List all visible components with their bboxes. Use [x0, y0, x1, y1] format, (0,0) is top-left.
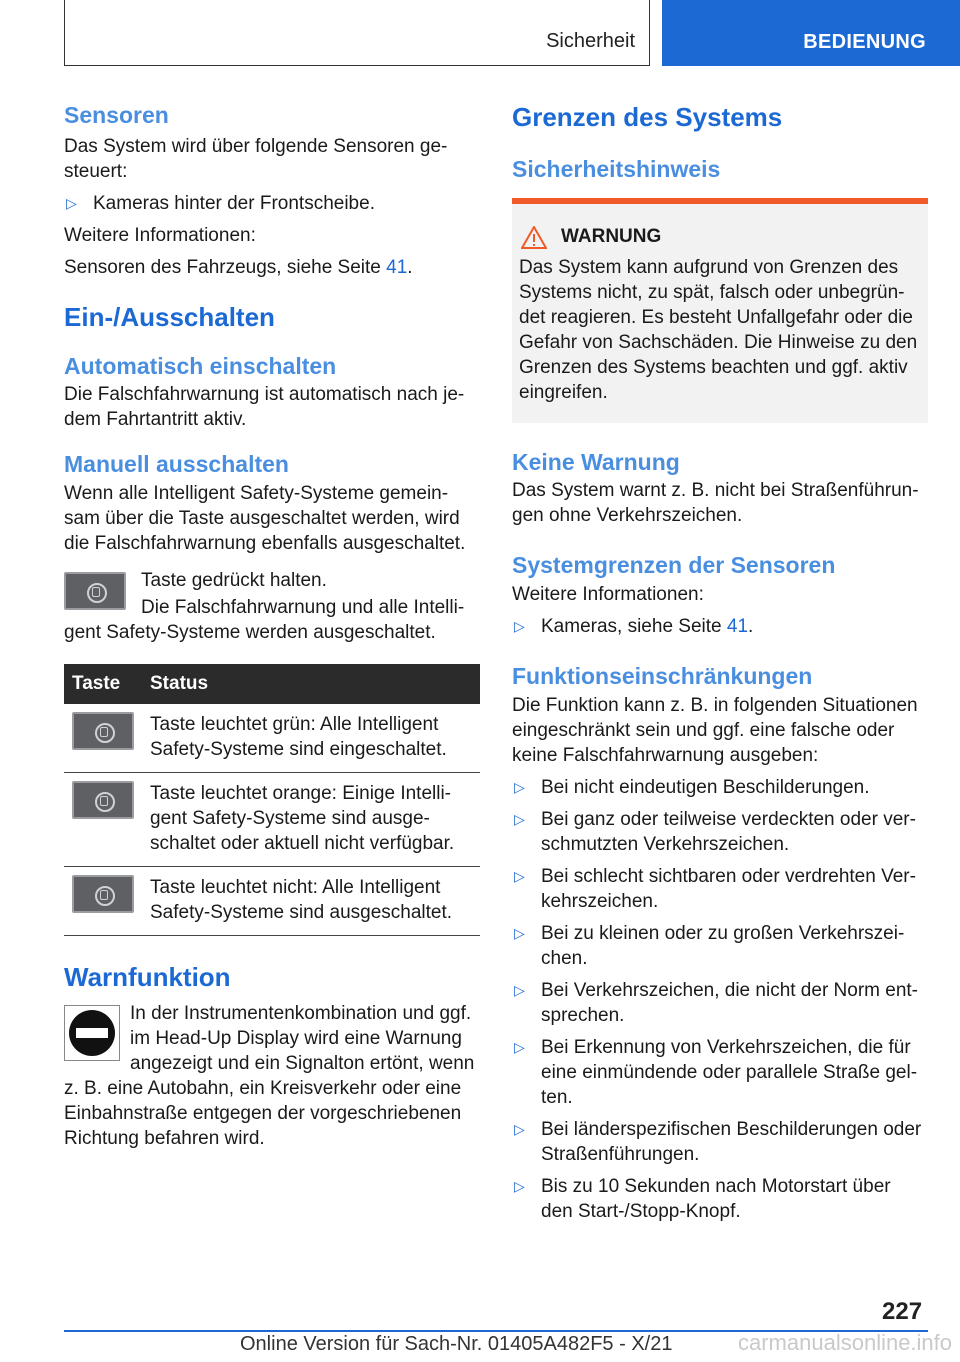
list-item: ▷ Bei ganz oder teilweise verdeckten oder ver- schmutzten Verkehrszeichen.	[514, 808, 916, 855]
list-item: ▷ Bei Verkehrszeichen, die nicht der Norm ent- sprechen.	[514, 979, 919, 1026]
triangle-bullet-icon: ▷	[514, 981, 525, 998]
safety-button-icon	[64, 572, 126, 610]
status-table	[64, 664, 480, 936]
footer-version-text: Online Version für Sach-Nr. 01405A482F5 - X/21	[240, 1333, 673, 1355]
list-item: ▷ Bei schlecht sichtbaren oder verdrehten Ver- kehrszeichen.	[514, 865, 916, 912]
sensoren-reference: Sensoren des Fahrzeugs, siehe Seite 41.	[64, 256, 413, 278]
table-row: Taste leuchtet orange: Einige Intelli- gent Safety-Systeme sind ausge- schaltet oder aktuell nicht verfügbar.	[64, 772, 480, 866]
list-item: ▷ Kameras hinter der Frontscheibe.	[66, 192, 375, 214]
sensoren-heading: Sensoren	[64, 102, 169, 128]
list-item: ▷ Bis zu 10 Sekunden nach Motorstart über den Start-/Stopp-Knopf.	[514, 1175, 891, 1222]
warning-text: Das System kann aufgrund von Grenzen des Systems nicht, zu spät, falsch oder unbegrün- det reagieren. Es besteht Unfallgefahr oder die Gefahr von Sachschäden. Die Hinweise zu den Grenzen des Systems beachten und ggf. aktiv eingreifen.	[519, 256, 918, 403]
warning-label: WARNUNG	[561, 226, 662, 248]
warning-triangle-icon	[521, 226, 547, 249]
systemgrenzen-heading: Systemgrenzen der Sensoren	[512, 552, 836, 579]
safety-button-green-icon	[72, 712, 134, 750]
list-item: ▷ Bei zu kleinen oder zu großen Verkehrszei- chen.	[514, 922, 905, 969]
taste-block: Taste gedrückt halten. Die Falschfahrwarnung und alle Intelli- gent Safety-Systeme werden ausgeschaltet.	[64, 569, 465, 643]
triangle-bullet-icon: ▷	[514, 1120, 525, 1137]
page-number: 227	[882, 1298, 923, 1325]
header-chapter-tab	[662, 0, 960, 66]
sensoren-text: Das System wird über folgende Sensoren ge- steuert:	[64, 135, 448, 182]
funktion-text: Die Funktion kann z. B. in folgenden Situationen eingeschränkt sein und ggf. eine falsche oder keine Falschfahrwarnung ausgeben:	[512, 694, 918, 766]
list-item: ▷ Bei nicht eindeutigen Beschilderungen.	[514, 776, 870, 798]
keine-warnung-heading: Keine Warnung	[512, 448, 680, 475]
warnfunktion-heading: Warnfunktion	[64, 961, 231, 992]
list-item: ▷ Kameras, siehe Seite 41.	[514, 615, 754, 637]
funktionseinschraenkungen-heading: Funktionseinschränkungen	[512, 662, 813, 689]
safety-button-off-icon	[72, 875, 134, 913]
list-item: ▷ Bei Erkennung von Verkehrszeichen, die für eine einmündende oder parallele Straße gel- ten.	[514, 1036, 918, 1108]
header-section-title: Sicherheit	[546, 30, 635, 52]
weitere-label: Weitere Informationen:	[64, 224, 256, 246]
triangle-bullet-icon: ▷	[514, 1038, 525, 1055]
list-item: ▷ Bei länderspezifischen Beschilderungen oder Straßenführungen.	[514, 1118, 922, 1165]
table-header-taste: Taste	[64, 664, 142, 704]
weitere-label-right: Weitere Informationen:	[512, 583, 704, 605]
triangle-bullet-icon: ▷	[514, 778, 525, 795]
ein-aus-heading: Ein-/Ausschalten	[64, 301, 275, 332]
triangle-bullet-icon: ▷	[514, 617, 525, 634]
keine-warnung-text: Das System warnt z. B. nicht bei Straßenführun- gen ohne Verkehrszeichen.	[512, 480, 919, 527]
table-row: Taste leuchtet grün: Alle Intelligent Safety-Systeme sind eingeschaltet.	[64, 704, 480, 773]
auto-heading: Automatisch einschalten	[64, 352, 337, 379]
triangle-bullet-icon: ▷	[514, 867, 525, 884]
page-link-41[interactable]: 41	[386, 256, 408, 278]
watermark-text: carmanualsonline.info	[738, 1330, 953, 1355]
warning-header	[519, 226, 921, 249]
warnfunktion-text: In der Instrumentenkombination und ggf. im Head-Up Display wird eine Warnung angezeigt und ein Signalton ertönt, wenn z. B. eine Autobahn, ein Kreisverkehr oder eine Einbahnstraße entgegen der vorgeschriebenen Richtung befahren wird.	[64, 1003, 475, 1150]
left-column	[64, 100, 480, 1151]
warning-box	[512, 198, 928, 423]
header-chapter-title: BEDIENUNG	[803, 31, 926, 53]
table-header-status: Status	[142, 664, 480, 704]
right-column	[512, 100, 928, 1224]
triangle-bullet-icon: ▷	[514, 924, 525, 941]
triangle-bullet-icon: ▷	[66, 194, 77, 211]
manuell-heading: Manuell ausschalten	[64, 451, 289, 478]
limitation-list	[512, 775, 928, 1224]
triangle-bullet-icon: ▷	[514, 810, 525, 827]
grenzen-heading: Grenzen des Systems	[512, 102, 783, 132]
triangle-bullet-icon: ▷	[514, 1177, 525, 1194]
manuell-text: Wenn alle Intelligent Safety-Systeme gemein- sam über die Taste ausgeschaltet werden, wird die Falschfahrwarnung ebenfalls ausgeschaltet.	[64, 482, 466, 554]
no-entry-sign-icon	[64, 1005, 120, 1061]
header-section-box	[64, 0, 650, 66]
safety-button-orange-icon	[72, 781, 134, 819]
auto-text: Die Falschfahrwarnung ist automatisch nach je- dem Fahrtantritt aktiv.	[64, 384, 465, 431]
sicherheitshinweis-heading: Sicherheitshinweis	[512, 156, 721, 183]
table-row: Taste leuchtet nicht: Alle Intelligent Safety-Systeme sind ausgeschaltet.	[64, 866, 480, 935]
page-link-41[interactable]: 41	[726, 615, 749, 637]
